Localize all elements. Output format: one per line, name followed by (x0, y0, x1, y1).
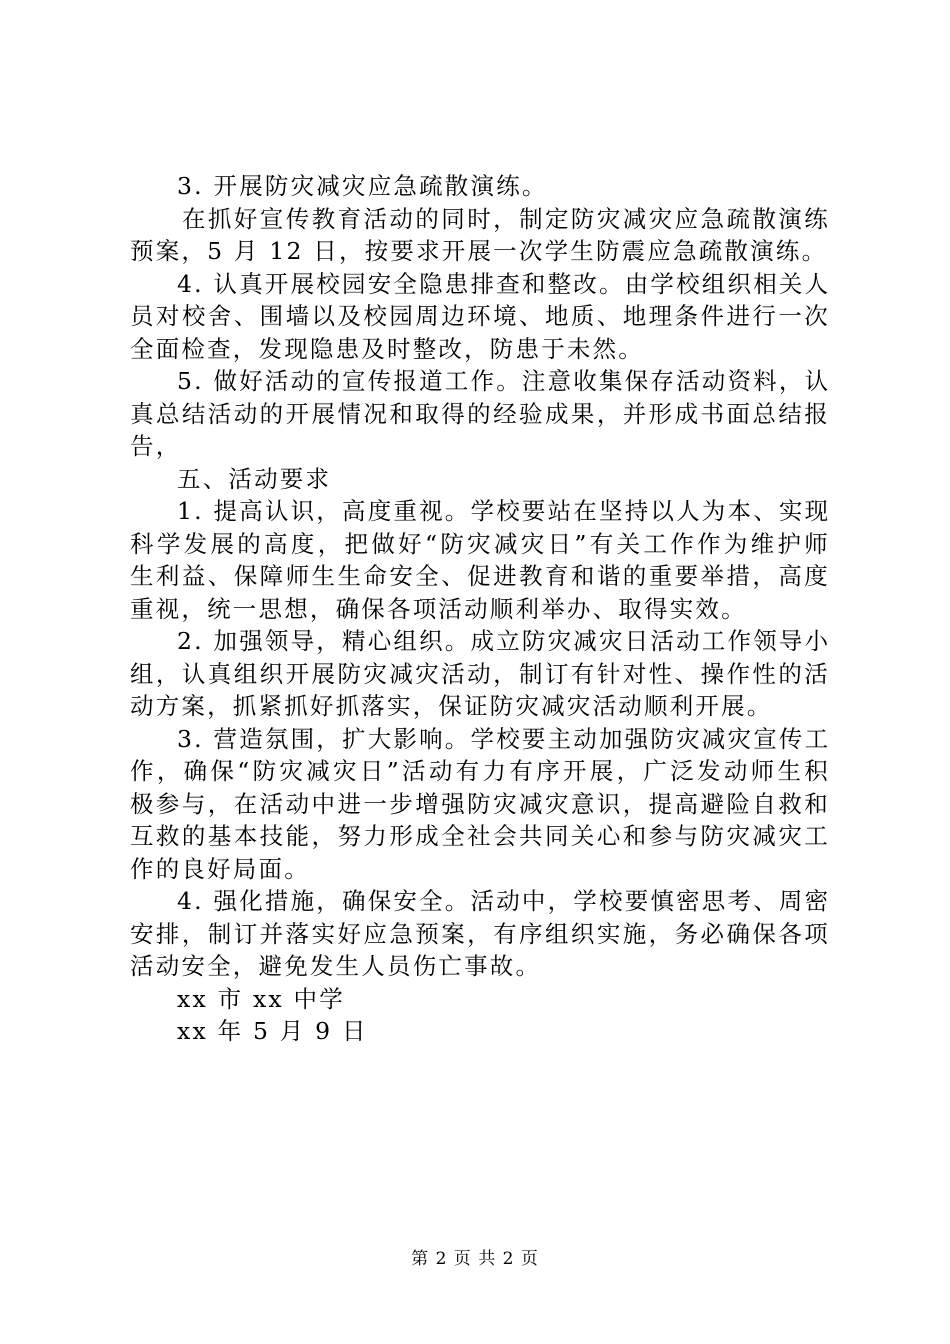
paragraph-line: 作，确保“防灾减灾日”活动有力有序开展，广泛发动师生积 (130, 757, 830, 785)
paragraph-line: 科学发展的高度，把做好“防灾减灾日”有关工作作为维护师 (130, 529, 830, 558)
paragraph-line: 重视，统一思想，确保各项活动顺利举办、取得实效。 (130, 594, 747, 623)
signature-date: xx 年 5 月 9 日 (177, 1017, 368, 1045)
section-heading: 五、活动要求 (177, 464, 332, 493)
paragraph-line: 3. 开展防灾减灾应急疏散演练。 (177, 172, 548, 200)
document-body (130, 170, 830, 1048)
paragraph-line: 1. 提高认识，高度重视。学校要站在坚持以人为本、实现 (177, 497, 831, 525)
paragraph-line: 员对校舍、围墙以及校园周边环境、地质、地理条件进行一次 (130, 302, 830, 330)
paragraph-line: 安排，制订并落实好应急预案，有序组织实施，务必确保各项 (130, 919, 830, 948)
paragraph-line: 生利益、保障师生生命安全、促进教育和谐的重要举措，高度 (130, 562, 830, 590)
paragraph-line: 在抓好宣传教育活动的同时，制定防灾减灾应急疏散演练 (182, 204, 830, 233)
paragraph-line: 4. 强化措施，确保安全。活动中，学校要慎密思考、周密 (177, 887, 831, 915)
paragraph-line: 预案，5 月 12 日，按要求开展一次学生防震应急疏散演练。 (130, 237, 828, 265)
paragraph-line: 4. 认真开展校园安全隐患排查和整改。由学校组织相关人 (177, 269, 831, 298)
paragraph-line: 作的良好局面。 (130, 854, 310, 883)
paragraph-line: 动方案，抓紧抓好抓落实，保证防灾减灾活动顺利开展。 (130, 692, 773, 720)
paragraph-line: 5. 做好活动的宣传报道工作。注意收集保存活动资料，认 (177, 367, 831, 395)
paragraph-line: 活动安全，避免发生人员伤亡事故。 (130, 952, 542, 980)
paragraph-line: 组，认真组织开展防灾减灾活动，制订有针对性、操作性的活 (130, 659, 830, 688)
page-number-footer: 第 2 页 共 2 页 (411, 1249, 539, 1269)
paragraph-line: 告， (130, 432, 182, 460)
paragraph-line: 极参与，在活动中进一步增强防灾减灾意识，提高避险自救和 (130, 789, 830, 818)
paragraph-line: 全面检查，发现隐患及时整改，防患于未然。 (130, 334, 644, 363)
paragraph-line: 3. 营造氛围，扩大影响。学校要主动加强防灾减灾宣传工 (177, 724, 831, 753)
paragraph-line: 真总结活动的开展情况和取得的经验成果，并形成书面总结报 (130, 399, 830, 428)
signature-organization: xx 市 xx 中学 (177, 984, 345, 1013)
paragraph-line: 2. 加强领导，精心组织。成立防灾减灾日活动工作领导小 (177, 627, 831, 655)
paragraph-line: 互救的基本技能，努力形成全社会共同关心和参与防灾减灾工 (130, 822, 830, 850)
